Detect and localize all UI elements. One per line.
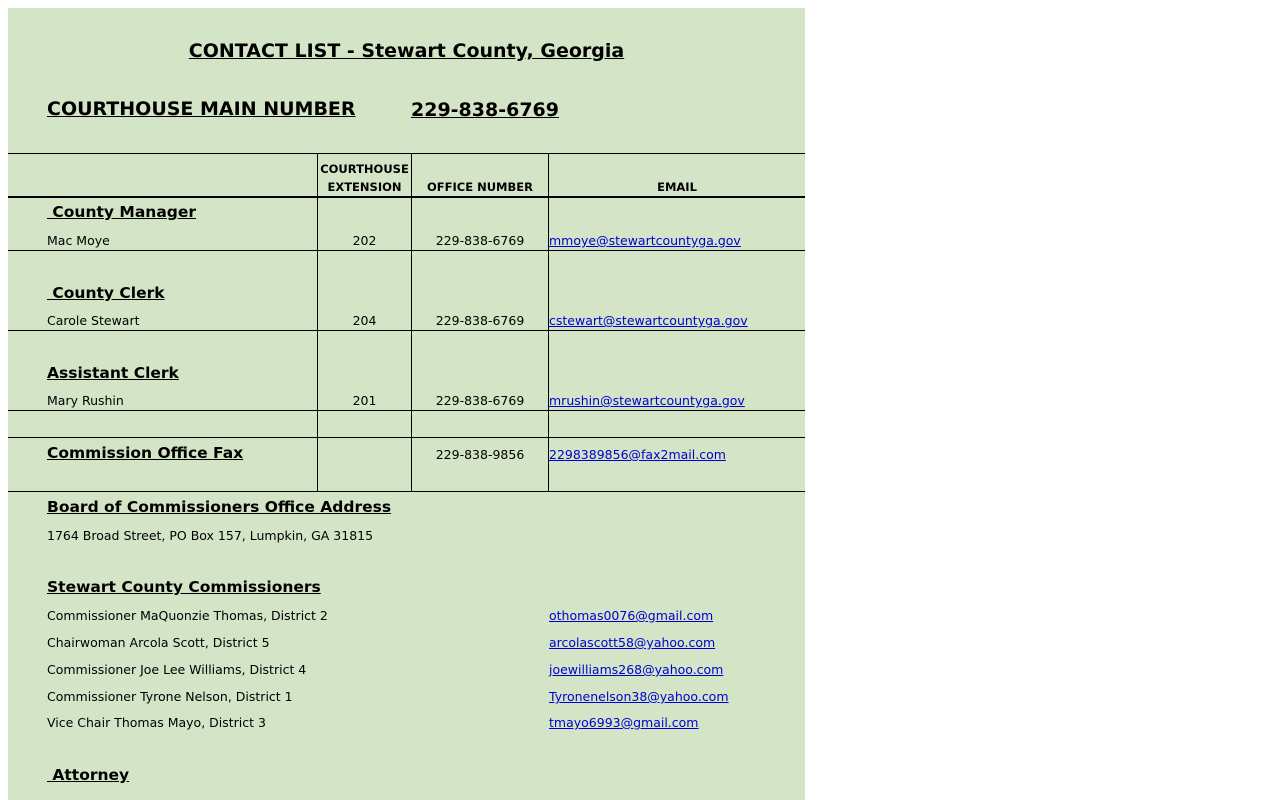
contact-name: Mac Moye	[47, 233, 110, 248]
row-divider	[8, 330, 805, 331]
contact-extension: 204	[352, 313, 377, 328]
row-divider	[8, 437, 805, 438]
contact-extension: 201	[352, 393, 377, 408]
contact-name: Carole Stewart	[47, 313, 140, 328]
commissioner-email-link[interactable]: tmayo6993@gmail.com	[549, 715, 699, 730]
main-number-label: COURTHOUSE MAIN NUMBER	[47, 98, 356, 120]
commissioner-name: Commissioner Tyrone Nelson, District 1	[47, 689, 293, 704]
contact-office-number: 229-838-6769	[435, 233, 525, 248]
column-header-extension-line1: COURTHOUSE	[320, 162, 409, 176]
commissioner-name: Chairwoman Arcola Scott, District 5	[47, 635, 270, 650]
column-header-email: EMAIL	[657, 180, 697, 194]
section-title-county-manager: County Manager	[47, 203, 197, 221]
header-bottom-border	[8, 196, 805, 198]
office-address: 1764 Broad Street, PO Box 157, Lumpkin, GA 31815	[47, 528, 374, 543]
row-divider	[8, 410, 805, 411]
column-header-extension-line2: EXTENSION	[327, 180, 402, 194]
fax-number: 229-838-9856	[435, 447, 525, 462]
row-divider	[8, 250, 805, 251]
section-title-commission-fax: Commission Office Fax	[47, 444, 244, 462]
commissioner-name: Commissioner MaQuonzie Thomas, District 2	[47, 608, 328, 623]
contact-office-number: 229-838-6769	[435, 393, 525, 408]
commissioner-email-link[interactable]: othomas0076@gmail.com	[549, 608, 714, 623]
contact-extension: 202	[352, 233, 377, 248]
contact-list-sheet	[8, 8, 805, 800]
column-header-extension	[318, 160, 411, 196]
commissioner-name: Vice Chair Thomas Mayo, District 3	[47, 715, 266, 730]
commissioner-email-link[interactable]: arcolascott58@yahoo.com	[549, 635, 716, 650]
column-header-office-number: OFFICE NUMBER	[427, 180, 533, 194]
page-title: CONTACT LIST - Stewart County, Georgia	[188, 40, 625, 62]
section-title-attorney: Attorney	[47, 766, 130, 784]
contact-name: Mary Rushin	[47, 393, 124, 408]
main-number-value: 229-838-6769	[411, 99, 559, 121]
contact-office-number: 229-838-6769	[435, 313, 525, 328]
section-title-commissioners: Stewart County Commissioners	[47, 578, 321, 596]
contact-email-link[interactable]: mmoye@stewartcountyga.gov	[549, 233, 741, 248]
table-top-border	[8, 153, 805, 154]
commissioner-email-link[interactable]: Tyronenelson38@yahoo.com	[549, 689, 729, 704]
fax-email-link[interactable]: 2298389856@fax2mail.com	[549, 447, 726, 462]
section-title-office-address: Board of Commissioners Office Address	[47, 498, 392, 516]
table-bottom-border	[8, 491, 805, 492]
section-title-assistant-clerk: Assistant Clerk	[47, 364, 179, 382]
commissioner-name: Commissioner Joe Lee Williams, District 4	[47, 662, 307, 677]
contact-email-link[interactable]: mrushin@stewartcountyga.gov	[549, 393, 745, 408]
commissioner-email-link[interactable]: joewilliams268@yahoo.com	[549, 662, 724, 677]
section-title-county-clerk: County Clerk	[47, 284, 165, 302]
contact-email-link[interactable]: cstewart@stewartcountyga.gov	[549, 313, 748, 328]
